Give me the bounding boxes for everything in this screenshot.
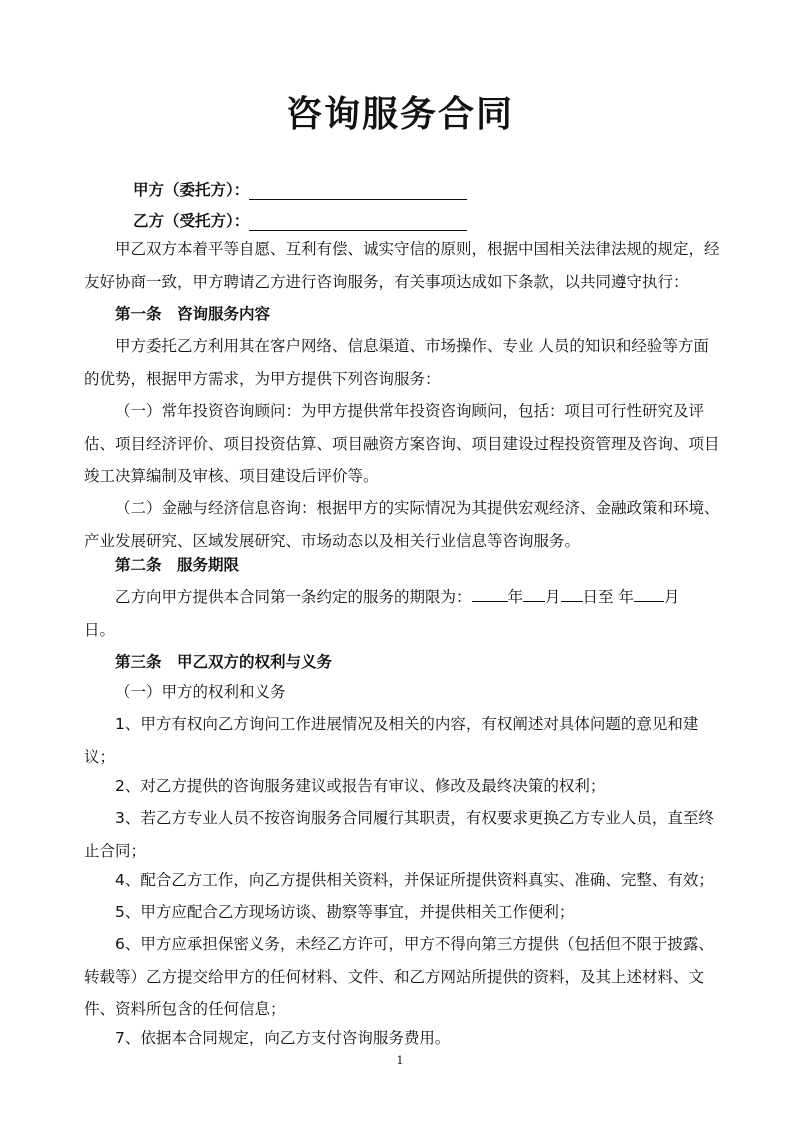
party-a-label: 甲方（委托方）： [133, 181, 250, 199]
list-item: 7、依据本合同规定，向乙方支付咨询服务费用。 [115, 1029, 451, 1047]
list-item: 3、若乙方专业人员不按咨询服务合同履行其职责，有权要求更换乙方专业人员，直至终止合同； [84, 809, 714, 860]
article-3-heading: 第三条 甲乙双方的权利与义务 [115, 653, 333, 671]
list-item: 6、甲方应承担保密义务，未经乙方许可，甲方不得向第三方提供（包括但不限于披露、转载等）乙方提交给甲方的任何材料、文件、和乙方网站所提供的资料，及其上述材料、文件、资料所包含的任何信息； [84, 935, 714, 1018]
list-item: 5、甲方应配合乙方现场访谈、勘察等事宜，并提供相关工作便利； [115, 903, 575, 921]
article-2-heading: 第二条 服务期限 [115, 556, 240, 574]
term-text: 乙方向甲方提供本合同第一条约定的服务的期限为： [115, 588, 472, 606]
start-month-label: 月 [545, 588, 561, 606]
party-a-line [133, 178, 467, 200]
article-1-heading: 第一条 咨询服务内容 [115, 305, 271, 323]
intro-paragraph: 甲乙双方本着平等自愿、互利有偿、诚实守信的原则，根据中国相关法律法规的规定，经友好协商一致，甲方聘请乙方进行咨询服务，有关事项达成如下条款，以共同遵守执行： [84, 240, 720, 291]
article-1-paragraph: 甲方委托乙方利用其在客户网络、信息渠道、市场操作、专业 人员的知识和经验等方面的优势，根据甲方需求，为甲方提供下列咨询服务： [84, 337, 709, 388]
start-day-label: 日至 [582, 588, 614, 606]
party-b-label: 乙方（受托方）： [133, 212, 250, 230]
article-1-item-2: （二）金融与经济信息咨询：根据甲方的实际情况为其提供宏观经济、金融政策和环境、产业发展研究、区域发展研究、市场动态以及相关行业信息等咨询服务。 [84, 499, 720, 550]
end-year-label: 年 [618, 588, 635, 606]
article-3-subheading: （一）甲方的权利和义务 [115, 683, 286, 701]
party-b-blank [249, 214, 467, 231]
start-month-blank [523, 586, 545, 602]
start-day-blank [561, 586, 583, 602]
party-a-blank [249, 183, 467, 200]
article-1-item-1: （一）常年投资咨询顾问：为甲方提供常年投资咨询顾问，包括：项目可行性研究及评估、项目经济评价、项目投资估算、项目融资方案咨询、项目建设过程投资管理及咨询、项目竣工决算编制及审核、项目建设后评价等。 [84, 402, 720, 485]
page-number: 1 [396, 1054, 404, 1067]
list-item: 2、对乙方提供的咨询服务建议或报告有审议、修改及最终决策的权利； [115, 777, 606, 795]
start-year-blank [472, 586, 508, 602]
list-item: 1、甲方有权向乙方询问工作进展情况及相关的内容，有权阐述对具体问题的意见和建议； [84, 715, 699, 766]
end-month-label: 月 [664, 588, 680, 606]
start-year-label: 年 [507, 588, 524, 606]
end-month-blank [634, 586, 664, 602]
party-b-line [133, 209, 467, 231]
list-item: 4、配合乙方工作，向乙方提供相关资料，并保证所提供资料真实、准确、完整、有效； [115, 871, 714, 889]
article-2-paragraph [84, 581, 724, 646]
document-title: 咨询服务合同 [285, 94, 514, 135]
end-day-label: 日。 [84, 620, 116, 639]
